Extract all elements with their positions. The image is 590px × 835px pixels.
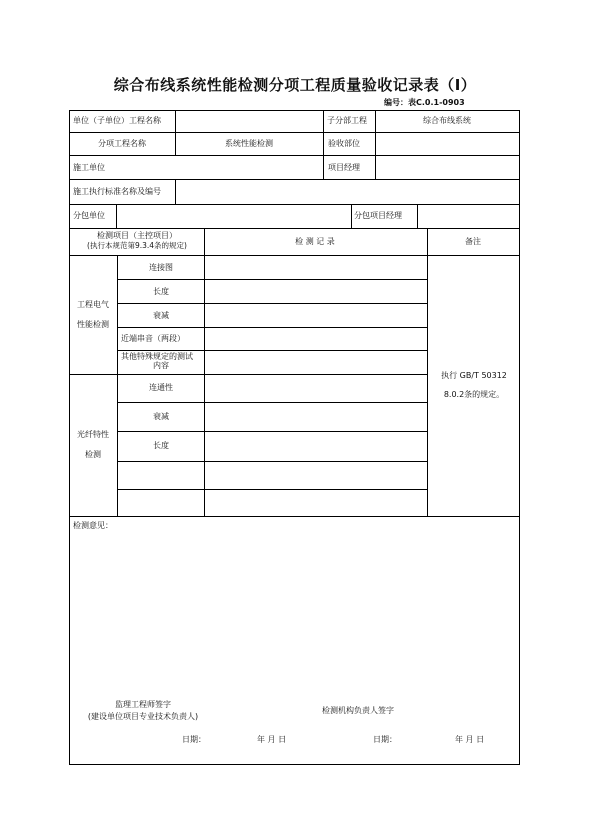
remark-text: 执行 GB/T 50312 (441, 371, 507, 380)
sub-project-manager-label: 分包项目经理 (354, 211, 402, 220)
table-border-left (69, 110, 70, 765)
check-item: 衰减 (153, 311, 169, 320)
col-divider (427, 228, 428, 517)
subdivision-label: 子分部工程 (327, 116, 367, 125)
subdivision-value: 综合布线系统 (423, 116, 471, 125)
row-divider (117, 461, 427, 462)
acceptance-part-label: 验收部位 (328, 139, 360, 148)
supervisor-signature-label: 监理工程师签字 (115, 700, 171, 709)
table-border-bottom (69, 764, 520, 765)
table-border-right (519, 110, 520, 765)
unit-project-label: 单位（子单位）工程名称 (73, 116, 161, 125)
col-divider (375, 110, 376, 180)
remark-header: 备注 (465, 237, 481, 246)
row-divider (117, 350, 427, 351)
date-label: 日期： (182, 735, 206, 744)
check-item-header: 检测项目（主控项目） (97, 231, 177, 240)
check-item: 长度 (153, 441, 169, 450)
row-divider (117, 489, 427, 490)
check-item: 近端串音（两段） (121, 334, 185, 343)
row-divider (117, 431, 427, 432)
electrical-group-label: 工程电气 (77, 300, 109, 309)
check-item: 衰减 (153, 412, 169, 421)
check-record-header: 检 测 记 录 (295, 237, 335, 246)
agency-signature-label: 检测机构负责人签字 (322, 706, 394, 715)
row-divider (69, 374, 427, 375)
check-item: 连接图 (149, 263, 173, 272)
project-manager-label: 项目经理 (328, 163, 360, 172)
col-divider (351, 204, 352, 229)
row-divider (69, 255, 520, 256)
fiber-group-label: 光纤特性 (77, 430, 109, 439)
subcontractor-label: 分包单位 (73, 211, 105, 220)
date-value[interactable]: 年 月 日 (455, 735, 485, 744)
row-divider (69, 179, 520, 180)
row-divider (117, 303, 427, 304)
opinion-label: 检测意见： (73, 521, 113, 530)
supervisor-signature-note: (建设单位项目专业技术负责人) (87, 712, 199, 721)
row-divider (69, 155, 520, 156)
row-divider (117, 402, 427, 403)
subitem-label: 分项工程名称 (98, 139, 146, 148)
row-divider (69, 228, 520, 229)
col-divider (323, 110, 324, 180)
col-divider (116, 204, 117, 229)
check-item: 连通性 (149, 383, 173, 392)
subitem-value: 系统性能检测 (225, 139, 273, 148)
contractor-label: 施工单位 (73, 163, 105, 172)
table-border-top (69, 110, 520, 111)
row-divider (69, 132, 520, 133)
page-title: 综合布线系统性能检测分项工程质量验收记录表（Ⅰ） (113, 76, 477, 94)
row-divider (69, 516, 520, 517)
col-divider (175, 179, 176, 205)
document-number: 编号：表C.0.1-0903 (384, 98, 465, 107)
col-divider (117, 255, 118, 517)
date-label: 日期： (373, 735, 397, 744)
col-divider (204, 228, 205, 517)
col-divider (417, 204, 418, 229)
fiber-group-label: 检测 (85, 450, 101, 459)
standard-label: 施工执行标准名称及编号 (73, 187, 161, 196)
row-divider (117, 327, 427, 328)
check-item: 其他特殊规定的测试 (121, 352, 193, 361)
row-divider (69, 204, 520, 205)
electrical-group-label: 性能检测 (77, 320, 109, 329)
row-divider (117, 279, 427, 280)
remark-text: 8.0.2条的规定。 (443, 390, 505, 399)
check-item-header-note: (执行本规范第9.3.4条的规定) (87, 241, 187, 250)
col-divider (175, 110, 176, 156)
date-value[interactable]: 年 月 日 (257, 735, 287, 744)
check-item: 长度 (153, 287, 169, 296)
check-item: 内容 (153, 361, 169, 370)
